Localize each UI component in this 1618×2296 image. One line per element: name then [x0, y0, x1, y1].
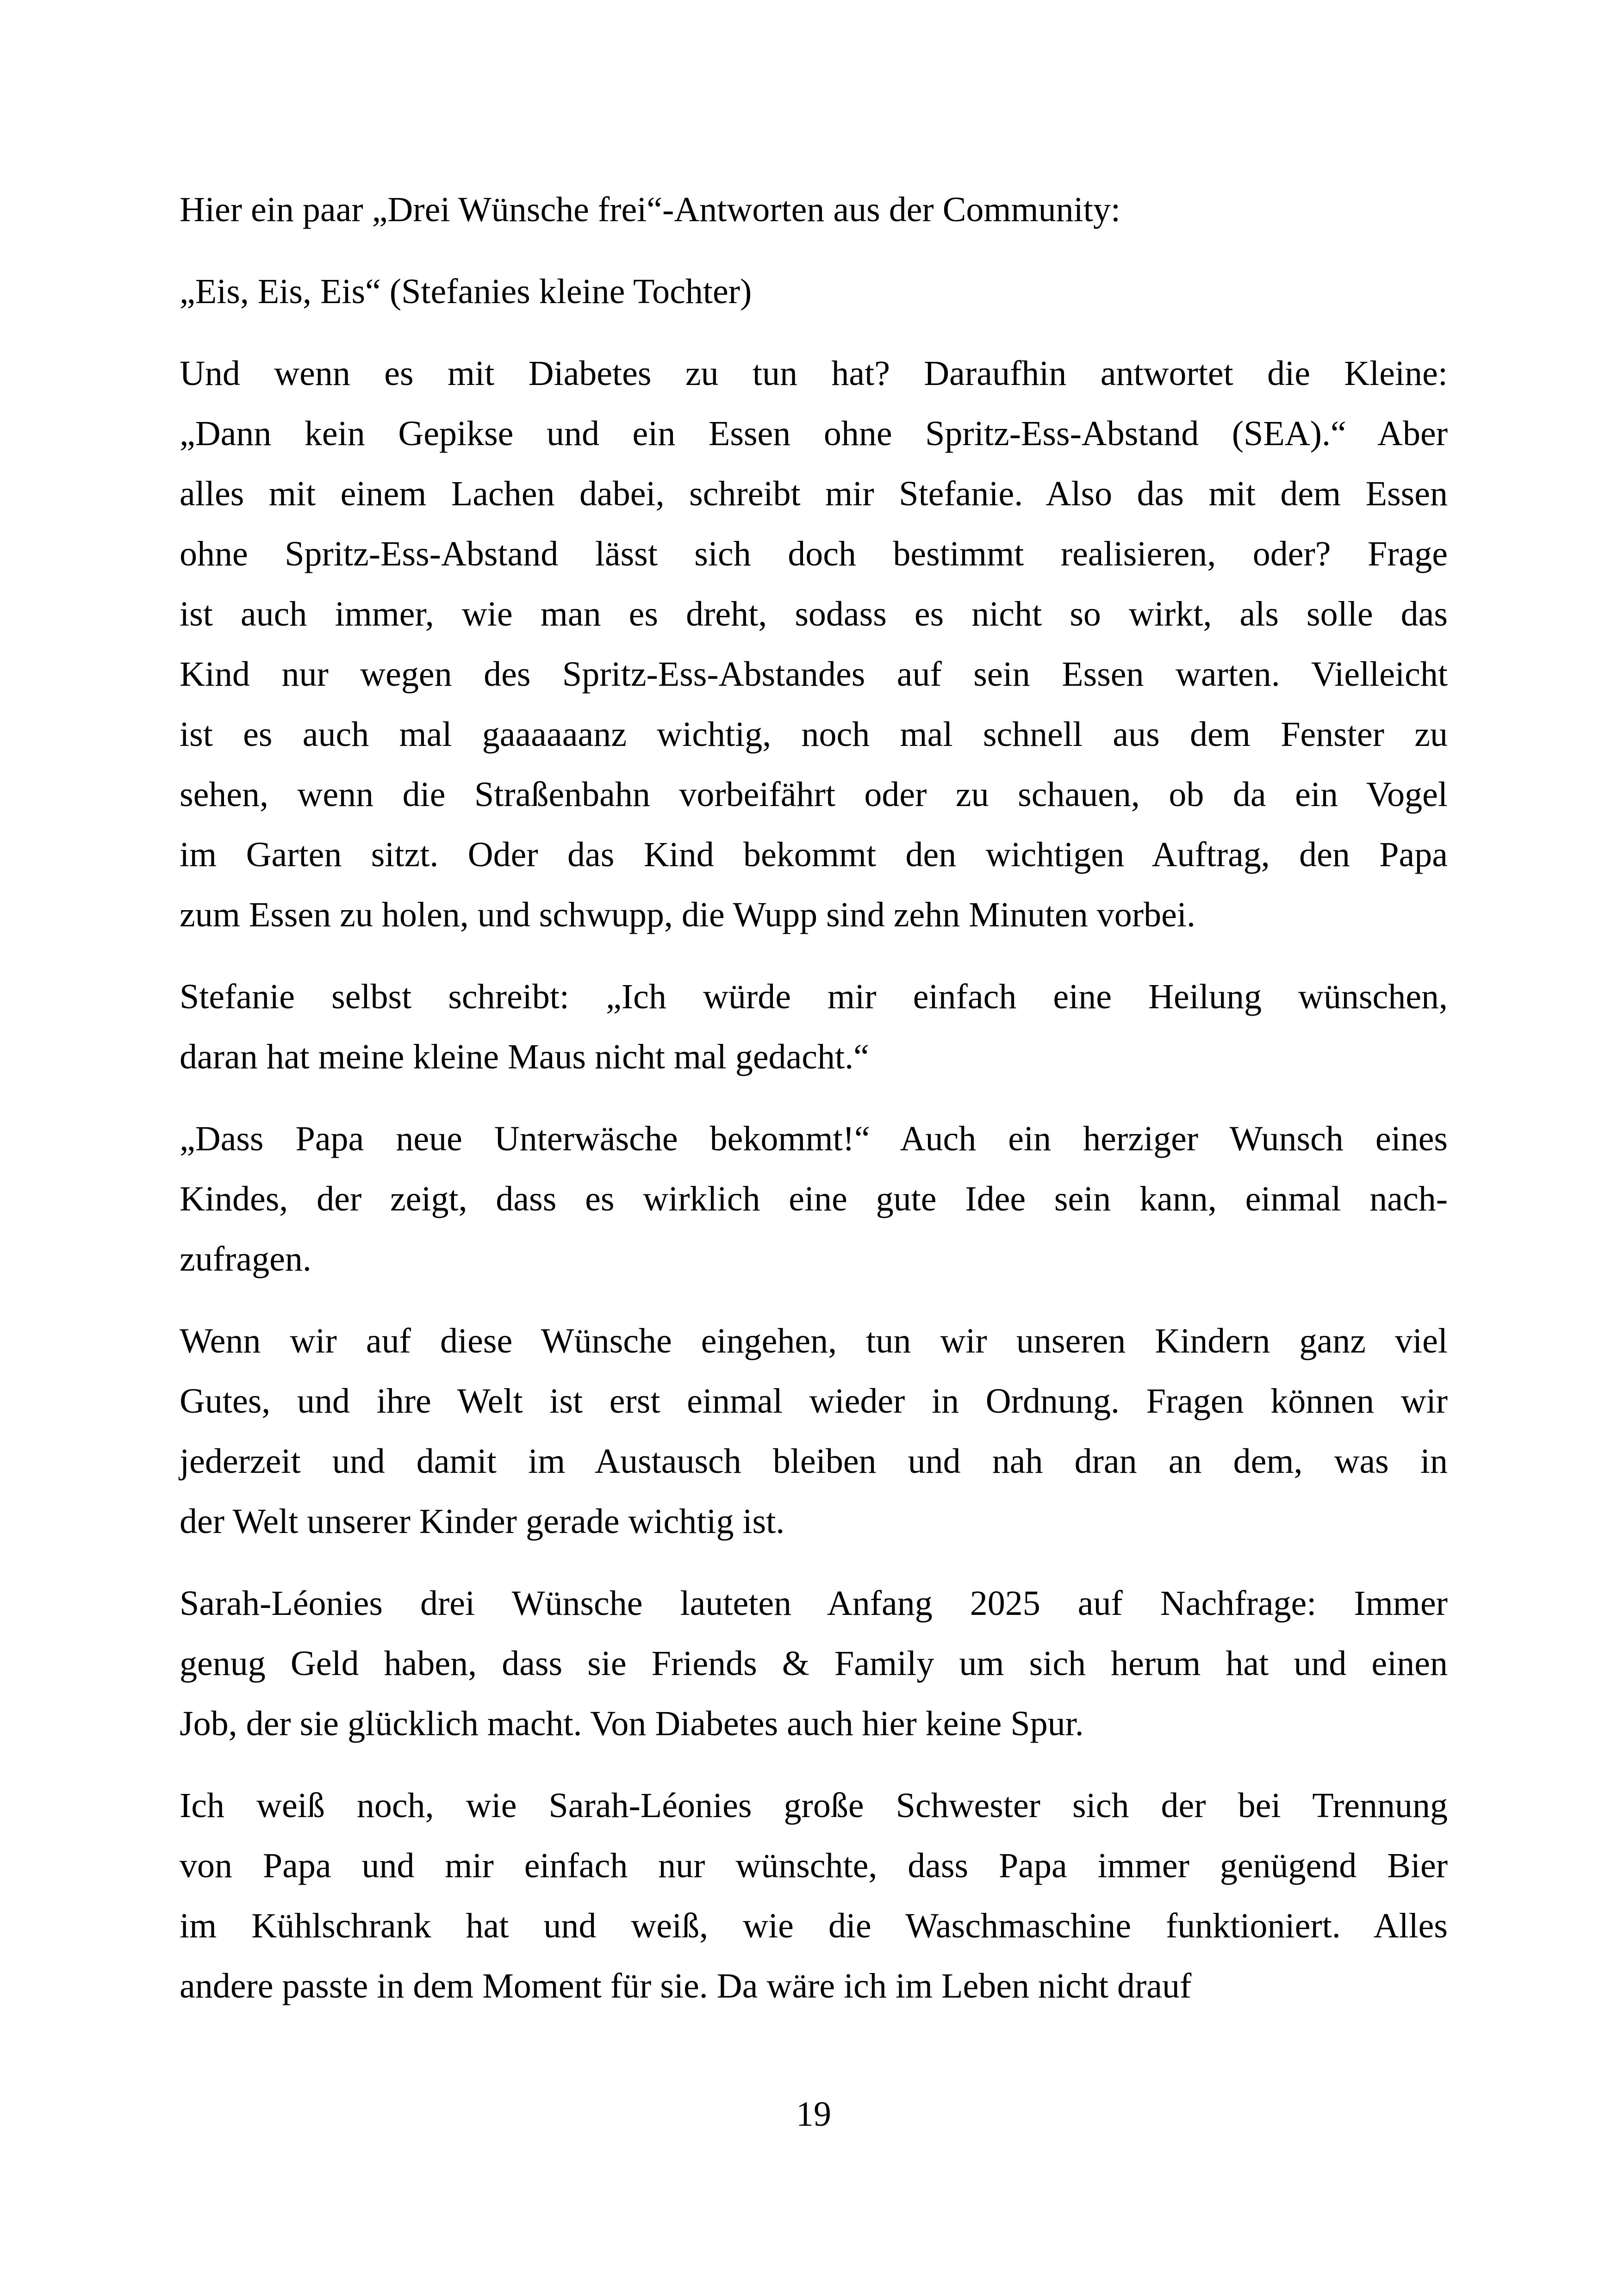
- paragraph: [180, 967, 1448, 1087]
- text-line: ist auch immer, wie man es dreht, sodass es nicht so wirkt, als solle das: [180, 595, 1448, 633]
- paragraph: [180, 343, 1448, 945]
- text-line: ist es auch mal gaaaaaanz wichtig, noch mal schnell aus dem Fenster zu: [180, 715, 1448, 754]
- text-line: zufragen.: [180, 1240, 311, 1278]
- text-line: im Kühlschrank hat und weiß, wie die Waschmaschine funktioniert. Alles: [180, 1906, 1448, 1945]
- page-footer: [180, 2084, 1448, 2144]
- text-line: genug Geld haben, dass sie Friends & Family um sich herum hat und einen: [180, 1644, 1448, 1683]
- text-line: der Welt unserer Kinder gerade wichtig ist.: [180, 1502, 785, 1541]
- text-line: alles mit einem Lachen dabei, schreibt mir Stefanie. Also das mit dem Essen: [180, 474, 1448, 513]
- paragraph: [180, 1109, 1448, 1289]
- text-line: Gutes, und ihre Welt ist erst einmal wieder in Ordnung. Fragen können wir: [180, 1382, 1448, 1421]
- text-line: Und wenn es mit Diabetes zu tun hat? Daraufhin antwortet die Kleine:: [180, 354, 1448, 393]
- text-line: „Eis, Eis, Eis“ (Stefanies kleine Tochter): [180, 272, 752, 311]
- text-line: sehen, wenn die Straßenbahn vorbeifährt oder zu schauen, ob da ein Vogel: [180, 775, 1448, 814]
- text-line: „Dann kein Gepikse und ein Essen ohne Spritz-Ess-Abstand (SEA).“ Aber: [180, 414, 1448, 453]
- text-line: Kindes, der zeigt, dass es wirklich eine gute Idee sein kann, einmal nach-: [180, 1179, 1448, 1218]
- text-line: ohne Spritz-Ess-Abstand lässt sich doch bestimmt realisieren, oder? Frage: [180, 534, 1448, 573]
- text-line: Job, der sie glücklich macht. Von Diabetes auch hier keine Spur.: [180, 1704, 1084, 1743]
- text-line: Ich weiß noch, wie Sarah-Léonies große Schwester sich der bei Trennung: [180, 1786, 1448, 1825]
- text-line: andere passte in dem Moment für sie. Da wäre ich im Leben nicht drauf: [180, 1967, 1192, 2005]
- text-line: daran hat meine kleine Maus nicht mal gedacht.“: [180, 1037, 869, 1076]
- text-line: zum Essen zu holen, und schwupp, die Wupp sind zehn Minuten vorbei.: [180, 895, 1195, 934]
- page-number: 19: [796, 2095, 831, 2134]
- paragraph: [180, 1573, 1448, 1754]
- text-line: Hier ein paar „Drei Wünsche frei“-Antworten aus der Community:: [180, 190, 1120, 229]
- text-line: jederzeit und damit im Austausch bleiben und nah dran an dem, was in: [180, 1442, 1448, 1481]
- text-line: „Dass Papa neue Unterwäsche bekommt!“ Auch ein herziger Wunsch eines: [180, 1119, 1448, 1158]
- paragraph: [180, 261, 1448, 322]
- text-line: Kind nur wegen des Spritz-Ess-Abstandes auf sein Essen warten. Vielleicht: [180, 655, 1448, 694]
- text-line: Sarah-Léonies drei Wünsche lauteten Anfang 2025 auf Nachfrage: Immer: [180, 1584, 1448, 1623]
- text-line: im Garten sitzt. Oder das Kind bekommt den wichtigen Auftrag, den Papa: [180, 835, 1448, 874]
- text-line: Wenn wir auf diese Wünsche eingehen, tun wir unseren Kindern ganz viel: [180, 1322, 1448, 1360]
- paragraph: [180, 1775, 1448, 2016]
- page-text-block: [180, 180, 1448, 2038]
- paragraph: [180, 180, 1448, 240]
- paragraph: [180, 1311, 1448, 1551]
- text-line: Stefanie selbst schreibt: „Ich würde mir einfach eine Heilung wünschen,: [180, 977, 1448, 1016]
- text-line: von Papa und mir einfach nur wünschte, dass Papa immer genügend Bier: [180, 1846, 1448, 1885]
